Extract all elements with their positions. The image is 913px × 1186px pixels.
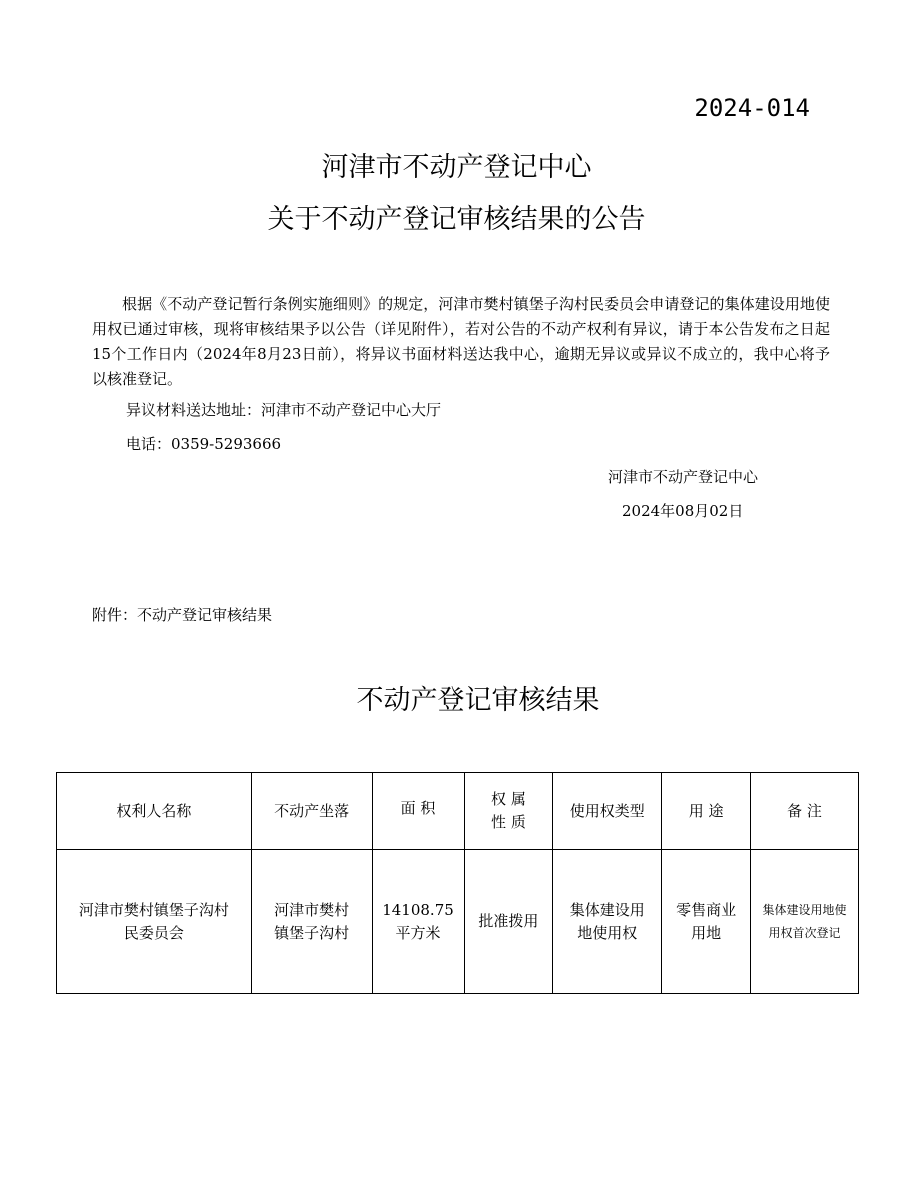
header-nature-line1: 权 属 xyxy=(491,790,526,808)
cell-location xyxy=(251,850,372,994)
header-use-type: 使用权类型 xyxy=(553,773,662,850)
title-announcement: 关于不动产登记审核结果的公告 xyxy=(267,204,646,235)
cell-use-type-line2: 地使用权 xyxy=(577,923,638,942)
cell-holder-line2: 民委员会 xyxy=(123,923,184,942)
attachment-note: 附件：不动产登记审核结果 xyxy=(92,606,273,624)
cell-location-line1: 河津市樊村 xyxy=(274,900,350,919)
cell-purpose-line1: 零售商业 xyxy=(676,900,737,919)
cell-area-value: 14108.75 xyxy=(382,900,454,919)
cell-purpose-line2: 用地 xyxy=(691,923,722,942)
cell-remark xyxy=(751,850,859,994)
signature-organization: 河津市不动产登记中心 xyxy=(608,468,759,486)
contact-phone: 电话：0359-5293666 xyxy=(126,435,282,453)
title-issuer: 河津市不动产登记中心 xyxy=(321,152,592,183)
cell-use-type-line1: 集体建设用 xyxy=(569,900,645,919)
table-header-row xyxy=(57,773,859,850)
document-number: 2024-014 xyxy=(694,94,810,122)
result-table xyxy=(56,772,859,994)
cell-holder-line1: 河津市樊村镇堡子沟村 xyxy=(78,900,229,919)
table-row xyxy=(57,850,859,994)
cell-area-unit: 平方米 xyxy=(395,923,441,942)
signature-date: 2024年08月02日 xyxy=(622,502,744,520)
cell-remark-line2: 用权首次登记 xyxy=(768,925,841,940)
result-title: 不动产登记审核结果 xyxy=(356,685,600,716)
cell-remark-line1: 集体建设用地使 xyxy=(762,902,847,917)
cell-nature: 批准拨用 xyxy=(464,850,553,994)
cell-use-type xyxy=(553,850,662,994)
cell-area xyxy=(372,850,464,994)
header-nature-line2: 性 质 xyxy=(491,813,526,831)
header-area: 面 积 xyxy=(372,773,464,850)
announcement-body: 根据《不动产登记暂行条例实施细则》的规定，河津市樊村镇堡子沟村民委员会申请登记的集体建设用地使用权已通过审核，现将审核结果予以公告（详见附件），若对公告的不动产权利有异议，请于本公告发布之日起15个工作日内（2024年8月23日前），将异议书面材料送达我中心，逾期无异议或异议不成立的，我中心将予以核准登记。 xyxy=(92,295,830,388)
objection-address: 异议材料送达地址：河津市不动产登记中心大厅 xyxy=(126,401,442,419)
header-holder: 权利人名称 xyxy=(57,773,252,850)
header-remark: 备 注 xyxy=(751,773,859,850)
cell-holder xyxy=(57,850,252,994)
cell-location-line2: 镇堡子沟村 xyxy=(274,923,350,942)
cell-purpose xyxy=(662,850,751,994)
header-nature xyxy=(464,773,553,850)
header-location: 不动产坐落 xyxy=(251,773,372,850)
header-purpose: 用 途 xyxy=(662,773,751,850)
